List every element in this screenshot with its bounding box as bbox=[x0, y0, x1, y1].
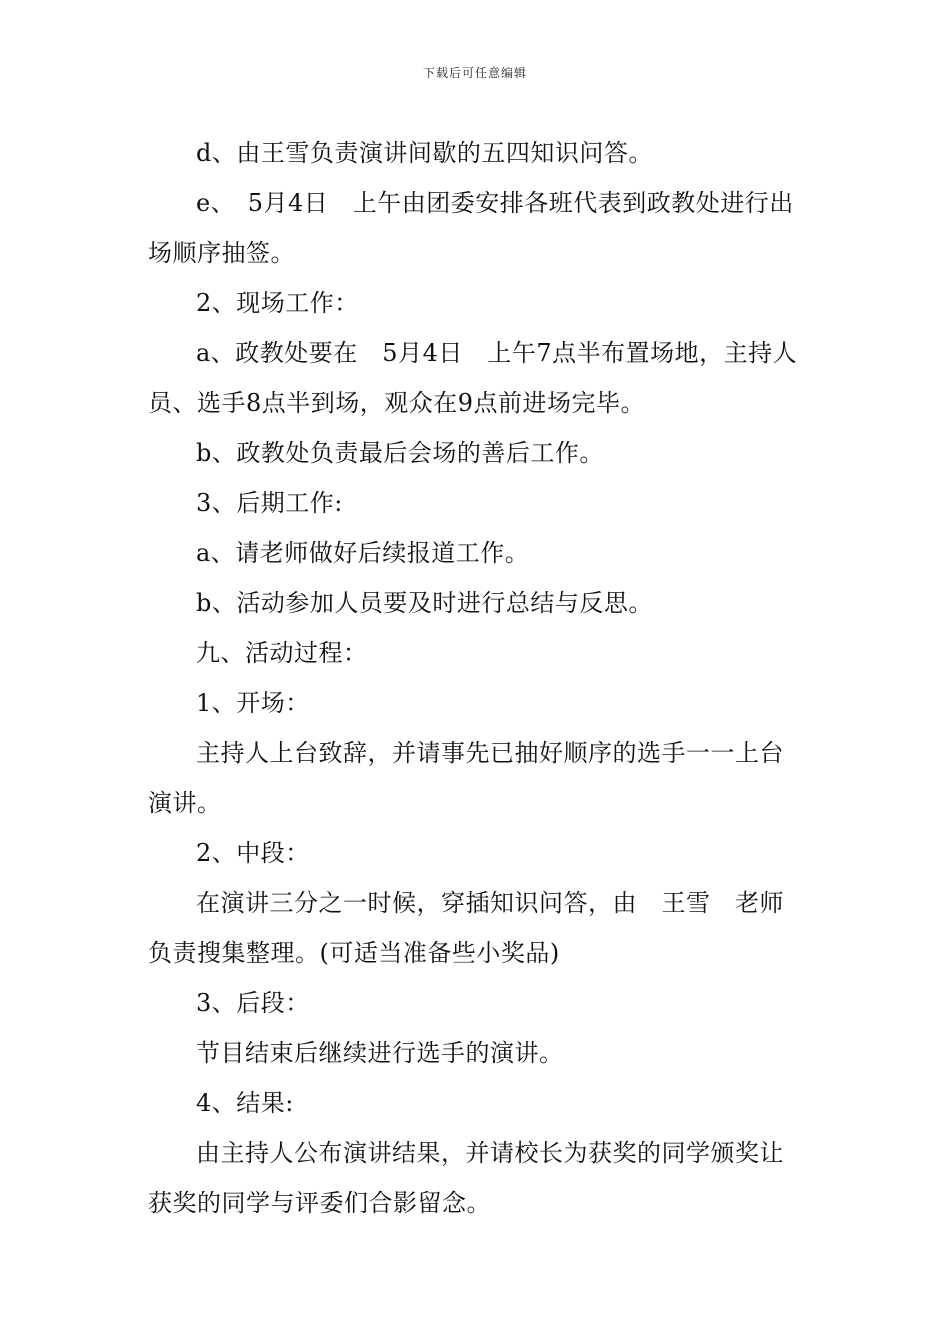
heading-activity-process: 九、活动过程： bbox=[196, 639, 368, 667]
heading-later-work: 3、后期工作: bbox=[196, 489, 343, 517]
document-body bbox=[148, 128, 808, 1228]
paragraph-b-summary: b、活动参加人员要及时进行总结与反思。 bbox=[196, 589, 653, 617]
heading-opening: 1、开场： bbox=[196, 689, 310, 717]
paragraph-a-venue-setup: a、政教处要在 5月4日 上午7点半布置场地，主持人员、选手8点半到场，观众在9点前进场完毕。 bbox=[148, 339, 798, 417]
paragraph-e-draw-order: e、 5月4日 上午由团委安排各班代表到政教处进行出场顺序抽签。 bbox=[148, 189, 794, 267]
paragraph-d-qa-duty: d、由王雪负责演讲间歇的五四知识问答。 bbox=[196, 139, 653, 167]
heading-onsite-work: 2、现场工作： bbox=[196, 289, 359, 317]
paragraph-result: 由主持人公布演讲结果，并请校长为获奖的同学颁奖让获奖的同学与评委们合影留念。 bbox=[148, 1139, 784, 1217]
paragraph-middle: 在演讲三分之一时候，穿插知识问答，由 王雪 老师负责搜集整理。(可适当准备些小奖品) bbox=[148, 889, 784, 967]
page-header: 下载后可任意编辑 bbox=[422, 66, 527, 80]
heading-middle: 2、中段： bbox=[196, 839, 310, 867]
paragraph-later-stage: 节目结束后继续进行选手的演讲。 bbox=[196, 1039, 564, 1067]
heading-later-stage: 3、后段： bbox=[196, 989, 310, 1017]
paragraph-a-report: a、请老师做好后续报道工作。 bbox=[196, 539, 530, 567]
paragraph-b-cleanup: b、政教处负责最后会场的善后工作。 bbox=[196, 439, 604, 467]
heading-result: 4、结果: bbox=[196, 1089, 294, 1117]
paragraph-opening: 主持人上台致辞，并请事先已抽好顺序的选手一一上台演讲。 bbox=[148, 739, 784, 817]
